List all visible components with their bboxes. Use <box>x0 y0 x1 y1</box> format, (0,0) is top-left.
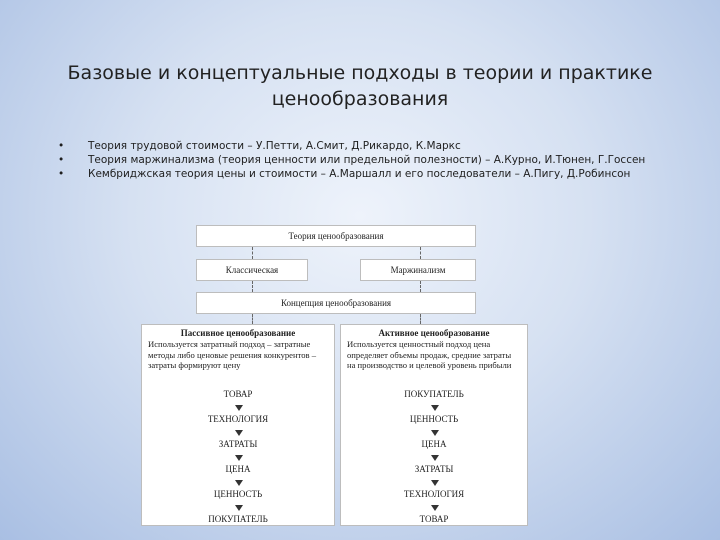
down-arrow-icon <box>431 405 439 411</box>
chain-step: ЗАТРАТЫ <box>218 439 258 449</box>
connector <box>252 314 253 324</box>
down-arrow-icon <box>235 405 243 411</box>
active-pricing-description: Используется ценностный подход цена определяет объемы продаж, средние затраты на производство и целевой уровень прибыли <box>347 339 512 370</box>
connector <box>252 247 253 259</box>
chain-step: ЦЕННОСТЬ <box>213 489 263 499</box>
chain-step: ЗАТРАТЫ <box>414 464 454 474</box>
bullet-marker: • <box>58 154 65 166</box>
down-arrow-icon <box>431 455 439 461</box>
chain-step: ТОВАР <box>419 514 449 524</box>
down-arrow-icon <box>235 505 243 511</box>
passive-pricing-description: Используется затратный подход – затратные методы либо ценовые решения конкурентов – затраты формируют цену <box>148 339 317 370</box>
passive-pricing-panel <box>141 324 335 526</box>
bullet-text: Теория трудовой стоимости – У.Петти, А.Смит, Д.Рикардо, К.Маркс <box>88 140 461 152</box>
marginalism-box: Маржинализм <box>360 259 476 281</box>
connector <box>420 281 421 292</box>
bullet-text: Кембриджская теория цены и стоимости – А.Маршалл и его последователи – А.Пигу, Д.Робинсон <box>88 168 631 180</box>
chain-step: ТЕХНОЛОГИЯ <box>403 489 465 499</box>
down-arrow-icon <box>235 455 243 461</box>
bullet-text: Теория маржинализма (теория ценности или предельной полезности) – А.Курно, И.Тюнен, Г.Госсен <box>88 154 646 166</box>
down-arrow-icon <box>431 505 439 511</box>
passive-pricing-title: Пассивное ценообразование <box>180 328 296 338</box>
down-arrow-icon <box>235 430 243 436</box>
down-arrow-icon <box>235 480 243 486</box>
bullet-marker: • <box>58 140 65 152</box>
connector <box>420 247 421 259</box>
classical-box: Классическая <box>196 259 308 281</box>
chain-step: ЦЕННОСТЬ <box>409 414 459 424</box>
chain-step: ПОКУПАТЕЛЬ <box>208 514 268 524</box>
active-pricing-title: Активное ценообразование <box>378 328 490 338</box>
chain-step: ЦЕНА <box>421 439 447 449</box>
down-arrow-icon <box>431 480 439 486</box>
theory-box: Теория ценообразования <box>196 225 476 247</box>
chain-step: ПОКУПАТЕЛЬ <box>404 389 464 399</box>
down-arrow-icon <box>431 430 439 436</box>
connector <box>252 281 253 292</box>
bullet-marker: • <box>58 168 65 180</box>
chain-step: ЦЕНА <box>225 464 251 474</box>
slide-title: Базовые и концептуальные подходы в теории и практике ценообразования <box>67 62 653 110</box>
concept-box: Концепция ценообразования <box>196 292 476 314</box>
active-pricing-panel <box>340 324 528 526</box>
chain-step: ТОВАР <box>223 389 253 399</box>
chain-step: ТЕХНОЛОГИЯ <box>207 414 269 424</box>
connector <box>420 314 421 324</box>
